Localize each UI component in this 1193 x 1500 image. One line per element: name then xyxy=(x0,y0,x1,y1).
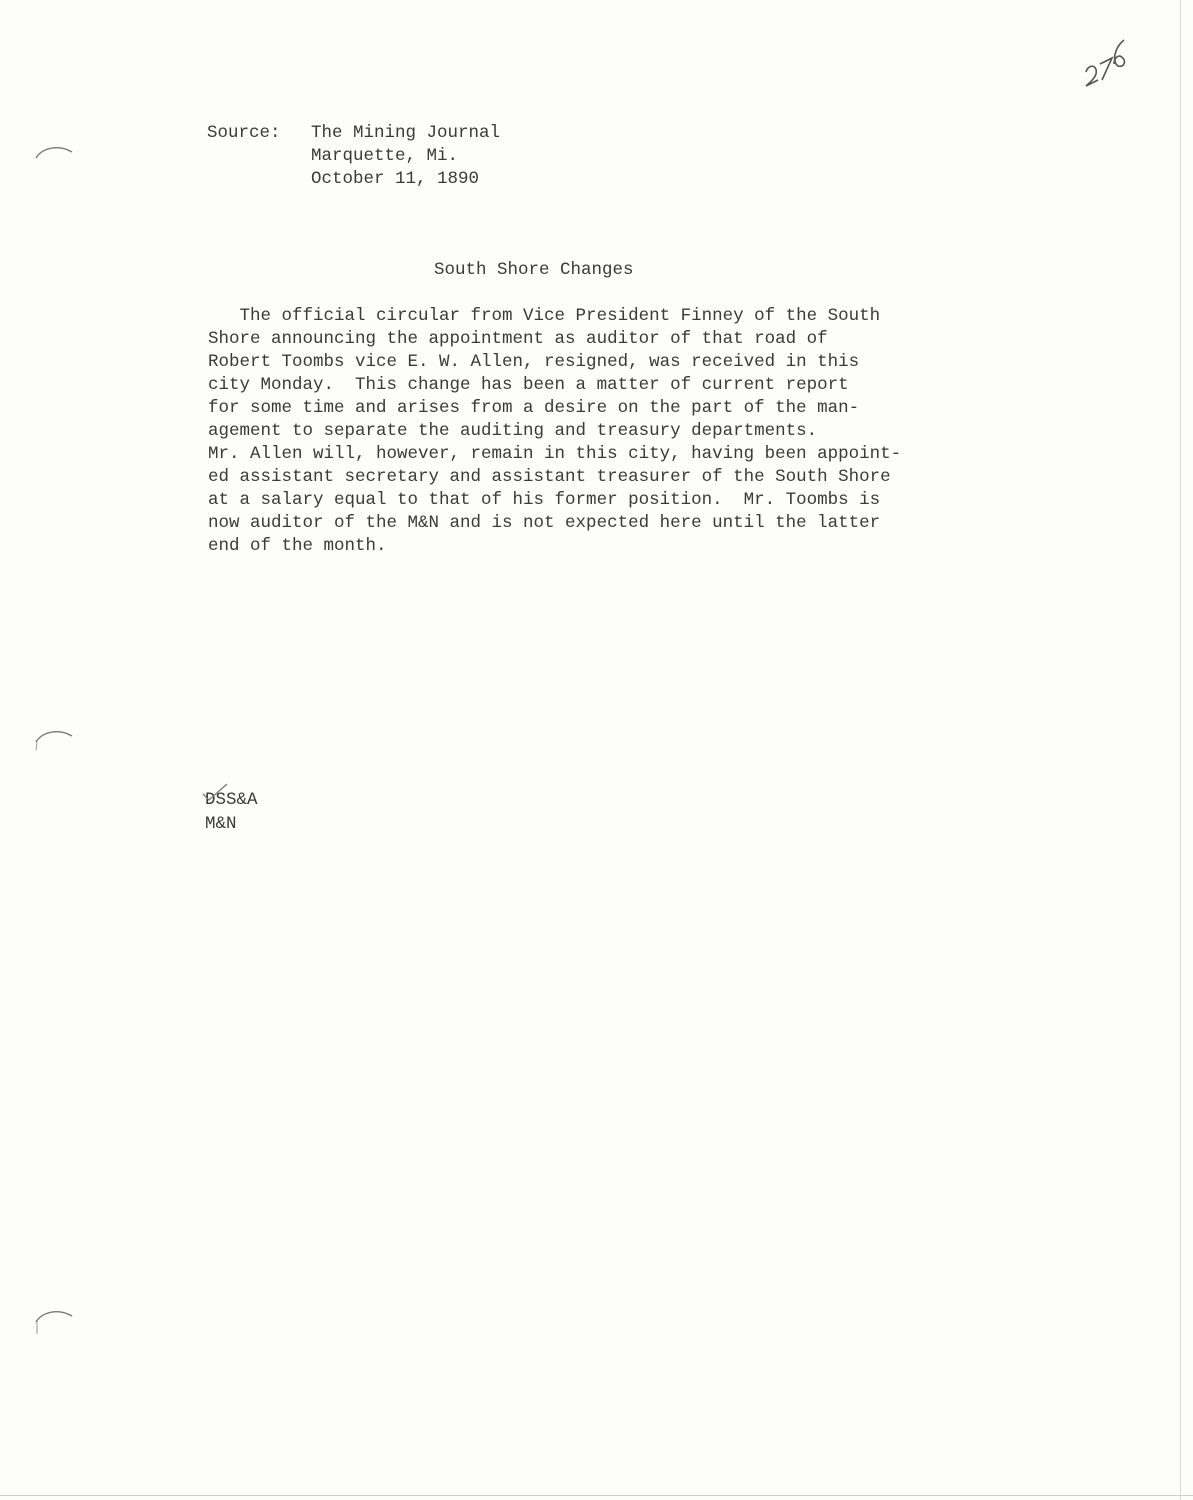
page-bottom-edge xyxy=(0,1495,1193,1496)
source-publication: The Mining Journal xyxy=(311,123,501,143)
article-line: end of the month. xyxy=(208,536,387,556)
note-railroad-dssa: DSS&A xyxy=(205,790,258,810)
article-line: agement to separate the auditing and treasury departments. xyxy=(208,421,818,441)
punch-hole-mark xyxy=(34,1306,74,1336)
note-railroad-mn: M&N xyxy=(205,814,237,834)
handwritten-page-number xyxy=(1080,34,1140,89)
source-location: Marquette, Mi. xyxy=(311,146,459,166)
source-date: October 11, 1890 xyxy=(311,169,480,189)
source-citation xyxy=(207,122,500,191)
article-line: at a salary equal to that of his former position. Mr. Toombs is xyxy=(208,490,881,510)
article-body xyxy=(208,305,901,558)
source-lines xyxy=(311,122,500,191)
article-headline: South Shore Changes xyxy=(434,260,634,280)
source-label: Source: xyxy=(207,123,281,143)
punch-hole-mark xyxy=(34,142,74,172)
article-line: now auditor of the M&N and is not expected here until the latter xyxy=(208,513,881,533)
article-line: ed assistant secretary and assistant treasurer of the South Shore xyxy=(208,467,891,487)
article-line: Robert Toombs vice E. W. Allen, resigned, was received in this xyxy=(208,352,860,372)
page-edge-line xyxy=(1180,0,1181,1500)
article-line: for some time and arises from a desire on the part of the man- xyxy=(208,398,860,418)
punch-hole-mark xyxy=(34,724,74,754)
article-line: The official circular from Vice President Finney of the South xyxy=(208,306,881,326)
handwritten-page-number-glyph xyxy=(1080,34,1140,89)
railroad-notes xyxy=(205,788,258,836)
article-line: Shore announcing the appointment as auditor of that road of xyxy=(208,329,828,349)
article-line: city Monday. This change has been a matter of current report xyxy=(208,375,849,395)
check-mark-icon xyxy=(201,782,231,806)
article-line: Mr. Allen will, however, remain in this city, having been appoint- xyxy=(208,444,902,464)
